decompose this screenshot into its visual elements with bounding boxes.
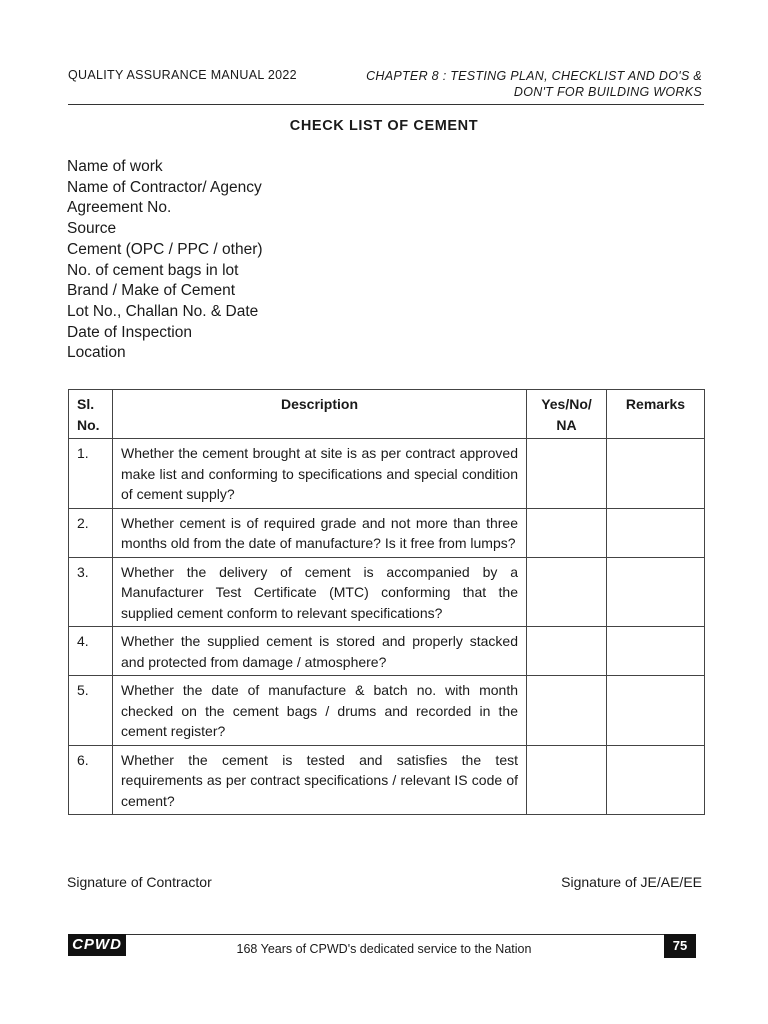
table-header-row	[69, 390, 705, 439]
field-brand: Brand / Make of Cement	[67, 282, 235, 300]
field-lot-challan: Lot No., Challan No. & Date	[67, 302, 259, 320]
row-remarks-cell[interactable]	[607, 557, 705, 627]
header-yes-line-1: Yes/No/	[541, 396, 592, 412]
row-sl: 2.	[69, 508, 113, 557]
row-yes-no-cell[interactable]	[527, 627, 607, 676]
header-description: Description	[113, 390, 527, 439]
row-remarks-cell[interactable]	[607, 627, 705, 676]
header-remarks: Remarks	[607, 390, 705, 439]
field-location: Location	[67, 344, 126, 362]
manual-title: QUALITY ASSURANCE MANUAL 2022	[68, 68, 297, 82]
row-remarks-cell[interactable]	[607, 439, 705, 509]
page-title: CHECK LIST OF CEMENT	[289, 118, 479, 134]
table-row	[69, 439, 705, 509]
field-agreement-no: Agreement No.	[67, 199, 172, 217]
row-yes-no-cell[interactable]	[527, 439, 607, 509]
field-inspection-date: Date of Inspection	[67, 323, 192, 341]
row-sl: 5.	[69, 676, 113, 746]
field-bags-in-lot: No. of cement bags in lot	[67, 261, 239, 279]
header-divider	[68, 104, 704, 105]
footer-tagline: 168 Years of CPWD's dedicated service to the Nation	[236, 942, 532, 956]
header-yes-line-2: NA	[556, 416, 577, 433]
row-sl: 4.	[69, 627, 113, 676]
row-sl: 1.	[69, 439, 113, 509]
table-row	[69, 676, 705, 746]
field-name-of-work: Name of work	[67, 158, 163, 175]
checklist-table	[68, 389, 705, 815]
header-sl-no	[69, 390, 113, 439]
table-row	[69, 627, 705, 676]
field-source: Source	[67, 220, 117, 238]
row-remarks-cell[interactable]	[607, 508, 705, 557]
table-row	[69, 745, 705, 815]
row-description: Whether cement is of required grade and not more than three months old from the date of manufacture? Is it free from lumps?	[113, 508, 527, 557]
header-sl-line-1: Sl.	[77, 396, 95, 412]
engineer-signature-label: Signature of JE/AE/EE	[561, 874, 702, 890]
page-number: 75	[664, 934, 696, 958]
chapter-title-line-2: DON'T FOR BUILDING WORKS	[513, 85, 702, 99]
footer-divider	[126, 934, 696, 935]
row-yes-no-cell[interactable]	[527, 508, 607, 557]
row-yes-no-cell[interactable]	[527, 557, 607, 627]
row-description: Whether the cement is tested and satisfies the test requirements as per contract specifications / relevant IS code of cement?	[113, 745, 527, 815]
cpwd-logo: CPWD	[68, 934, 126, 956]
table-row	[69, 508, 705, 557]
row-sl: 6.	[69, 745, 113, 815]
contractor-signature-label: Signature of Contractor	[67, 874, 212, 890]
row-yes-no-cell[interactable]	[527, 676, 607, 746]
row-description: Whether the delivery of cement is accompanied by a Manufacturer Test Certificate (MTC) conforming that the supplied cement conform to relevant specifications?	[113, 557, 527, 627]
row-description: Whether the date of manufacture & batch no. with month checked on the cement bags / drums and recorded in the cement register?	[113, 676, 527, 746]
field-cement-type: Cement (OPC / PPC / other)	[67, 240, 263, 258]
chapter-title	[366, 68, 702, 100]
header-sl-line-2: No.	[77, 416, 100, 433]
header-yes-no-na	[527, 390, 607, 439]
row-description: Whether the cement brought at site is as per contract approved make list and conforming to specifications and special condition of cement supply?	[113, 439, 527, 509]
field-contractor: Name of Contractor/ Agency	[67, 178, 262, 196]
form-fields-list	[67, 157, 263, 364]
row-description: Whether the supplied cement is stored and properly stacked and protected from damage / atmosphere?	[113, 627, 527, 676]
row-yes-no-cell[interactable]	[527, 745, 607, 815]
row-remarks-cell[interactable]	[607, 745, 705, 815]
row-sl: 3.	[69, 557, 113, 627]
row-remarks-cell[interactable]	[607, 676, 705, 746]
chapter-title-line-1: CHAPTER 8 : TESTING PLAN, CHECKLIST AND DO'S &	[366, 69, 702, 83]
table-row	[69, 557, 705, 627]
